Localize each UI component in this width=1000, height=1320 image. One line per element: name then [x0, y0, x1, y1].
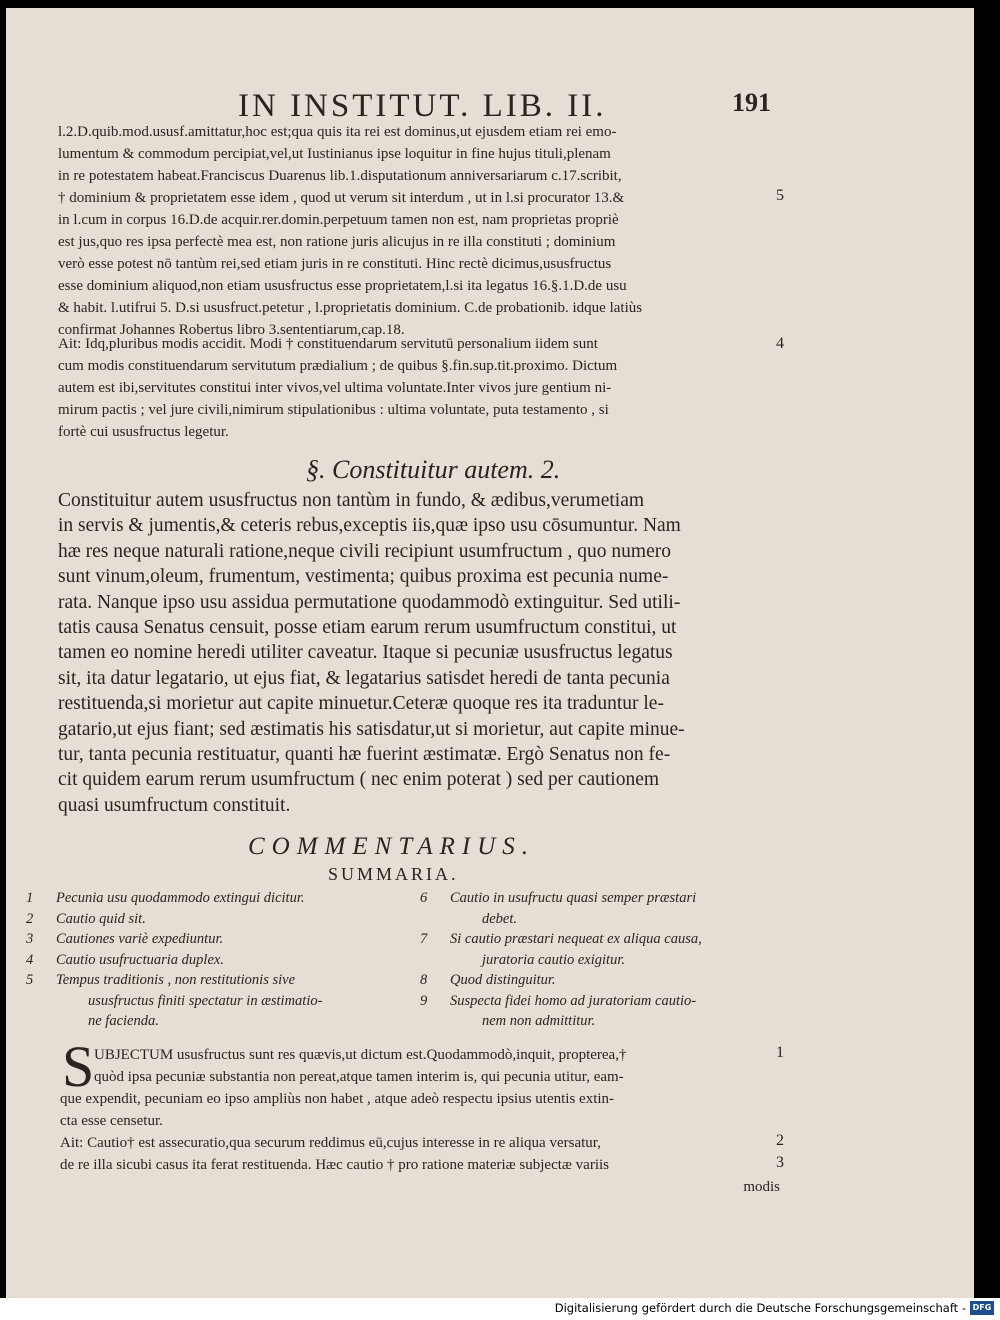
text-line: Constituitur autem ususfructus non tantùm in fundo, & ædibus,verumetiam	[58, 490, 645, 511]
summaria-item-text: Cautio usufructuaria duplex.	[56, 951, 224, 968]
text-line: hæ res neque naturali ratione,neque civili recipiunt usumfructum , quo numero	[58, 540, 671, 562]
text-line: Ait: Cautio† est assecuratio,qua securum reddimus eū,cujus interesse in re aliqua versatur,	[60, 1135, 601, 1151]
text-line: in re potestatem habeat.Franciscus Duarenus lib.1.disputationum anniversariarum c.17.scribit,	[58, 168, 622, 184]
text-line: gatario,ut ejus fiant; sed æstimatis his satisdatur,ut si morietur, aut capite minue-	[58, 718, 685, 740]
summaria-item	[6, 888, 322, 909]
margin-number: 4	[776, 335, 784, 352]
margin-number: 5	[776, 187, 784, 204]
text-line: tatis causa Senatus censuit, posse etiam earum rerum usumfructum constitui, ut	[58, 617, 677, 639]
text-line: & habit. l.utifrui 5. D.si ususfruct.petetur , l.proprietatis dominium. C.de probationib. idque latiùs	[58, 300, 643, 316]
summaria-item-continuation: debet.	[482, 910, 518, 927]
summaria-item	[400, 929, 702, 970]
summaria-item-continuation: nem non admittitur.	[482, 1013, 596, 1029]
summaria-item-text: Tempus traditionis , non restitutionis sive	[56, 972, 296, 988]
dfg-logo: DFG	[970, 1301, 994, 1315]
summaria-item-text: Quod distinguitur.	[450, 972, 556, 988]
summaria-item-number: 4	[26, 951, 34, 968]
text-line: cit quidem earum rerum usumfructum ( nec enim poterat ) sed per cautionem	[58, 769, 660, 791]
summaria-item-number: 3	[26, 931, 34, 947]
text-line: rata. Nanque ipso usu assidua permutatione quodammodò extinguitur. Sed utili-	[58, 591, 681, 613]
summaria-item-number: 9	[420, 992, 428, 1009]
text-line: confirmat Johannes Robertus libro 3.sententiarum,cap.18.	[58, 322, 405, 338]
summaria-item-continuation: ususfructus finiti spectatur in æstimatio-	[88, 992, 323, 1009]
summaria-item-text: Cautiones variè expediuntur.	[56, 931, 224, 947]
summaria-item-continuation: ne facienda.	[88, 1013, 159, 1029]
text-line: mirum pactis ; vel jure civili,nimirum stipulationibus : ultima voluntate, puta testamento , si	[58, 402, 609, 418]
catchword: modis	[743, 1179, 780, 1195]
text-line: Ait: Idq,pluribus modis accidit. Modi † constituendarum servitutū personalium iidem sunt	[58, 336, 598, 352]
text-line: in l.cum in corpus 16.D.de acquir.rer.domin.perpetuum tamen non est, nam proprietas propriè	[58, 212, 619, 228]
text-line: lumentum & commodum percipiat,vel,ut Iustinianus ipse loquitur in fine hujus tituli,plenam	[58, 146, 611, 162]
text-line: autem est ibi,servitutes constitui inter vivos,vel ultima voluntate.Inter vivos jure gentium ni-	[58, 380, 612, 396]
summaria-item-text: Pecunia usu quodammodo extingui dicitur.	[56, 890, 305, 906]
summaria-item-text: Cautio in usufructu quasi semper præstari	[450, 890, 697, 906]
page-number: 191	[732, 88, 771, 117]
text-line: cta esse censetur.	[60, 1113, 163, 1129]
section-heading: §. Constituitur autem. 2.	[306, 455, 561, 484]
text-line: cum modis constituendarum servitutum prædialium ; de quibus §.fin.sup.tit.proximo. Dictum	[58, 358, 618, 374]
commentarius-heading: COMMENTARIUS.	[248, 833, 536, 860]
text-line: UBJECTUM ususfructus sunt res quævis,ut dictum est.Quodammodò,inquit, propterea,†	[94, 1047, 627, 1063]
summaria-item-number: 2	[26, 910, 34, 927]
margin-number: 1	[776, 1044, 784, 1061]
summaria-item-number: 5	[26, 972, 34, 988]
summaria-item	[400, 991, 702, 1032]
summaria-item	[400, 888, 702, 929]
text-line: sit, ita datur legatario, ut ejus fiat, & legatarius satisdet heredi de tanta pecunia	[58, 667, 670, 689]
text-line: tamen eo nomine heredi utiliter caveatur. Itaque si pecuniæ ususfructus legatus	[58, 642, 673, 664]
text-line: tur, tanta pecunia restituatur, quanti hæ fuerint æstimatæ. Ergò Senatus non fe-	[58, 744, 671, 766]
summaria-item	[6, 929, 322, 950]
text-line: restituenda,si morietur aut capite minuetur.Ceteræ quoque res ita traduntur le-	[58, 693, 664, 715]
summaria-item-text: Suspecta fidei homo ad juratoriam cautio-	[450, 992, 697, 1009]
summaria-item	[6, 909, 322, 930]
summaria-item-number: 6	[420, 890, 428, 906]
summaria-left-column	[6, 888, 322, 1032]
summaria-heading: SUMMARIA.	[328, 864, 459, 884]
commentary-top-paragraph	[58, 121, 774, 341]
text-line: quasi usumfructum constituit.	[58, 794, 291, 816]
book-page	[6, 8, 974, 1298]
summaria-item	[400, 970, 702, 991]
text-line: est jus,quo res ipsa perfectè mea est, non ratione juris alicujus in re illa constituti ; dominium	[58, 234, 616, 250]
text-line: de re illa sicubi casus ita ferat restituenda. Hæc cautio † pro ratione materiæ subjectæ variis	[60, 1157, 609, 1173]
drop-cap: S	[62, 1034, 95, 1099]
margin-number: 2	[776, 1132, 784, 1149]
text-line: in servis & jumentis,& ceteris rebus,exceptis iis,quæ ipso usu cōsumuntur. Nam	[58, 515, 681, 537]
summaria-item	[6, 970, 322, 1032]
summaria-item-number: 1	[26, 890, 34, 906]
running-header: IN INSTITUT. LIB. II.	[238, 88, 607, 124]
institutes-main-text	[58, 488, 788, 818]
text-line: quòd ipsa pecuniæ substantia non pereat,atque tamen interim is, qui pecunia utitur, eam-	[94, 1069, 624, 1085]
text-line: esse dominium aliquod,non etiam ususfructus esse proprietatem,l.si ita legatus 16.§.1.D.de usu	[58, 278, 627, 294]
text-line: † dominium & proprietatem esse idem , quod ut verum sit interdum , ut in l.si procurator 13.&	[58, 190, 625, 206]
summaria-right-column	[400, 888, 702, 1032]
footer-bar	[0, 1298, 1000, 1320]
summaria-item-continuation: juratoria cautio exigitur.	[482, 951, 625, 968]
funding-notice: Digitalisierung gefördert durch die Deutsche Forschungsgemeinschaft -	[554, 1301, 966, 1315]
margin-number: 3	[776, 1154, 784, 1171]
summaria-item-text: Si cautio præstari nequeat ex aliqua causa,	[450, 931, 702, 947]
text-line: verò esse potest nō tantùm rei,sed etiam juris in re constituti. Hinc rectè dicimus,ususfructus	[58, 256, 612, 272]
text-line: sunt vinum,oleum, frumentum, vestimenta; quibus proxima est pecunia nume-	[58, 566, 669, 588]
text-line: fortè cui ususfructus legetur.	[58, 424, 229, 440]
ait-paragraph	[58, 333, 774, 443]
summaria-item-number: 8	[420, 972, 428, 988]
summaria-item	[6, 950, 322, 971]
summaria-item-text: Cautio quid sit.	[56, 910, 146, 927]
text-line: que expendit, pecuniam eo ipso ampliùs non habet , atque adeò respectu ipsius utentis extin-	[60, 1091, 615, 1107]
summaria-item-number: 7	[420, 931, 428, 947]
commentary-bottom-paragraph	[60, 1044, 780, 1198]
text-line: l.2.D.quib.mod.ususf.amittatur,hoc est;qua quis ita rei est dominus,ut ejusdem etiam rei emo-	[58, 124, 617, 140]
